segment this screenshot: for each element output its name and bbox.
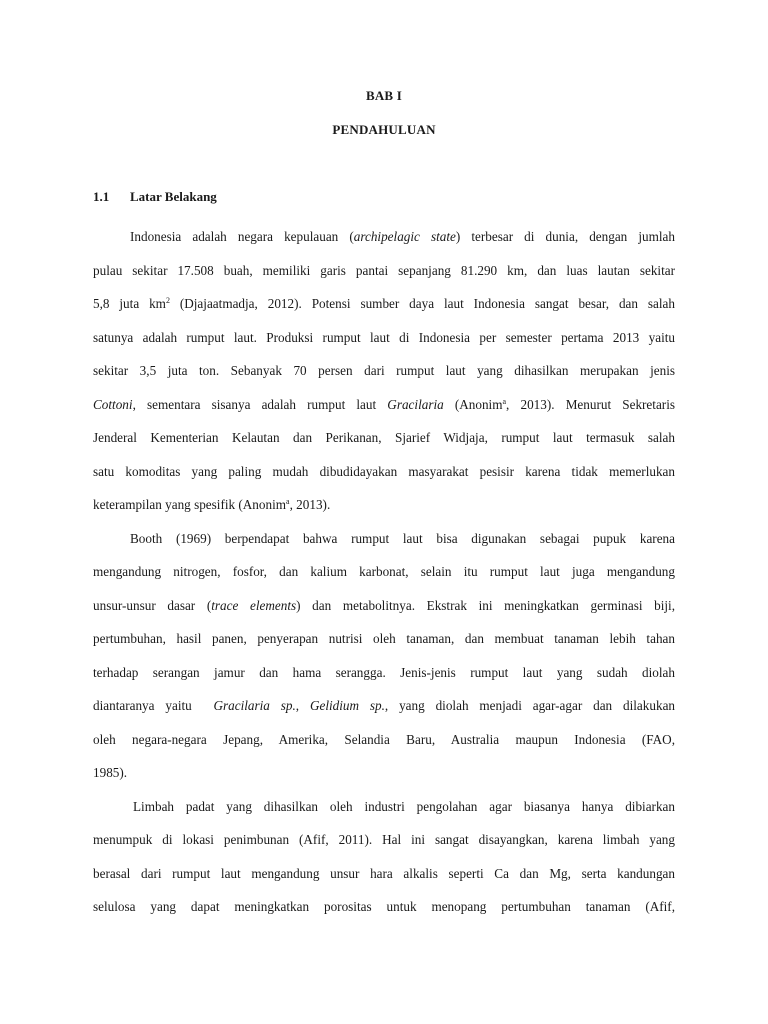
section-heading (93, 189, 217, 205)
paragraph-line: satunya adalah rumput laut. Produksi rumput laut di Indonesia per semester pertama 2013 yaitu (93, 329, 675, 345)
paragraph-line: 1985). (93, 765, 128, 780)
chapter-heading: BAB I (365, 88, 403, 103)
section-title: Latar Belakang (130, 189, 217, 204)
paragraph-line: terhadap serangan jamur dan hama serangga. Jenis-jenis rumput laut yang sudah diolah (93, 664, 675, 680)
paragraph-line: mengandung nitrogen, fosfor, dan kalium karbonat, selain itu rumput laut juga mengandung (93, 564, 675, 579)
paragraph-line: pertumbuhan, hasil panen, penyerapan nutrisi oleh tanaman, dan membuat tanaman lebih tahan (93, 631, 675, 646)
paragraph-line: Cottoni, sementara sisanya adalah rumput laut Gracilaria (Anonim$^a$, 2013). Menurut Sekretaris (93, 396, 675, 412)
paragraph-line: Jenderal Kementerian Kelautan dan Perikanan, Sjarief Widjaja, rumput laut termasuk salah (93, 430, 675, 445)
paragraph-line: unsur-unsur dasar (trace elements) dan metabolitnya. Ekstrak ini meningkatkan germinasi biji, (93, 597, 675, 613)
paragraph-line: berasal dari rumput laut mengandung unsur hara alkalis seperti Ca dan Mg, serta kandungan (93, 865, 675, 881)
paragraph-line: diantaranya yaitu Gracilaria sp., Gelidium sp., yang diolah menjadi agar-agar dan dilakukan (93, 698, 675, 713)
paragraph-line: oleh negara-negara Jepang, Amerika, Selandia Baru, Australia maupun Indonesia (FAO, (93, 731, 675, 747)
paragraph-line: menumpuk di lokasi penimbunan (Afif, 2011). Hal ini sangat disayangkan, karena limbah yang (93, 832, 675, 847)
paragraph-line: sekitar 3,5 juta ton. Sebanyak 70 persen dari rumput laut yang dihasilkan merupakan jenis (93, 363, 675, 378)
section-number: 1.1 (93, 189, 110, 204)
paragraph-line: keterampilan yang spesifik (Anonim$^a$, 2013). (93, 497, 331, 512)
body-text (93, 220, 675, 924)
paragraph-line: selulosa yang dapat meningkatkan porositas untuk menopang pertumbuhan tanaman (Afif, (93, 899, 675, 914)
paragraph-line: Indonesia adalah negara kepulauan (archipelagic state) terbesar di dunia, dengan jumlah (130, 229, 675, 244)
paragraph-line: pulau sekitar 17.508 buah, memiliki garis pantai sepanjang 81.290 km, dan luas lautan sekitar (93, 262, 675, 278)
paragraph-line: satu komoditas yang paling mudah dibudidayakan masyarakat pesisir karena tidak memerlukan (93, 463, 675, 479)
paragraph-line: Limbah padat yang dihasilkan oleh industri pengolahan agar biasanya hanya dibiarkan (133, 798, 675, 814)
paragraph-line: Booth (1969) berpendapat bahwa rumput laut bisa digunakan sebagai pupuk karena (130, 530, 675, 546)
chapter-title: PENDAHULUAN (332, 122, 436, 137)
paragraph-line: 5,8 juta $km^2$ (Djajaatmadja, 2012). Potensi sumber daya laut Indonesia sangat besar, dan salah (93, 296, 675, 311)
